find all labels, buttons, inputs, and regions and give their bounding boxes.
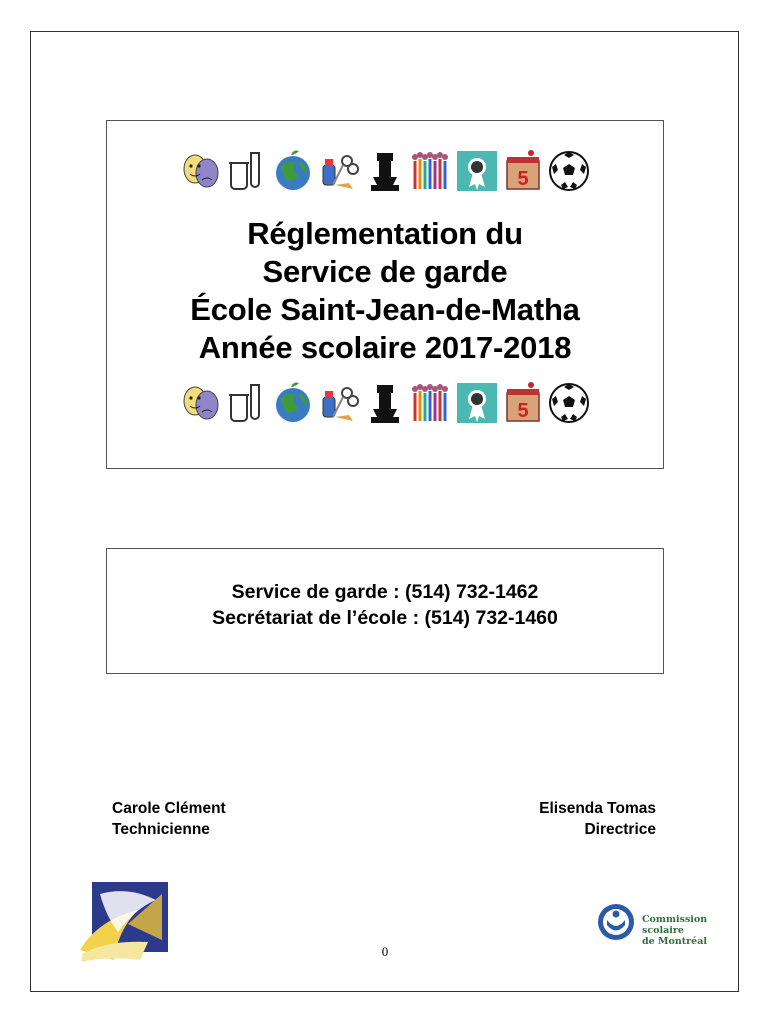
globe-icon: [271, 379, 315, 427]
daycare-phone: Service de garde : (514) 732-1462: [231, 581, 539, 603]
page-number: 0: [381, 944, 389, 959]
soccer-ball-icon: [547, 379, 591, 427]
people-crowd-icon: [409, 147, 453, 195]
signatory-left: [112, 798, 226, 840]
glue-scissors-icon: [317, 147, 361, 195]
theatre-masks-icon: [179, 147, 223, 195]
title-line-3: École Saint-Jean-de-Matha: [190, 292, 580, 327]
csdm-text: [642, 914, 707, 947]
svg-text:5: 5: [517, 168, 529, 190]
title-box: [106, 120, 664, 469]
calendar-five-icon: [501, 147, 545, 195]
icon-strip-bottom: [107, 377, 663, 429]
signatory-right: [539, 798, 656, 840]
lab-beakers-icon: [225, 147, 269, 195]
signatory-right-role: Directrice: [584, 821, 656, 838]
csdm-line-2: scolaire: [642, 925, 684, 936]
signatory-right-name: Elisenda Tomas: [539, 800, 656, 817]
csdm-line-3: de Montréal: [642, 936, 707, 947]
award-ribbon-icon: [455, 147, 499, 195]
secretariat-phone: Secrétariat de l’école : (514) 732-1460: [212, 607, 558, 629]
csdm-line-1: Commission: [642, 914, 708, 925]
lab-beakers-icon: [225, 379, 269, 427]
glue-scissors-icon: [317, 379, 361, 427]
title-line-4: Année scolaire 2017-2018: [198, 330, 572, 365]
soccer-ball-icon: [547, 147, 591, 195]
calendar-five-icon: [501, 379, 545, 427]
csdm-emblem-icon: [596, 902, 636, 942]
chess-piece-icon: [363, 147, 407, 195]
title-line-1: Réglementation du: [247, 216, 523, 251]
globe-icon: [271, 147, 315, 195]
chess-piece-icon: [363, 379, 407, 427]
people-crowd-icon: [409, 379, 453, 427]
theatre-masks-icon: [179, 379, 223, 427]
signatory-left-name: Carole Clément: [112, 800, 226, 817]
award-ribbon-icon: [455, 379, 499, 427]
contact-box: [106, 548, 664, 674]
svg-text:5: 5: [517, 400, 529, 422]
document-title: [107, 215, 663, 367]
title-line-2: Service de garde: [262, 254, 508, 289]
icon-strip-top: [107, 145, 663, 197]
signatory-left-role: Technicienne: [112, 821, 210, 838]
